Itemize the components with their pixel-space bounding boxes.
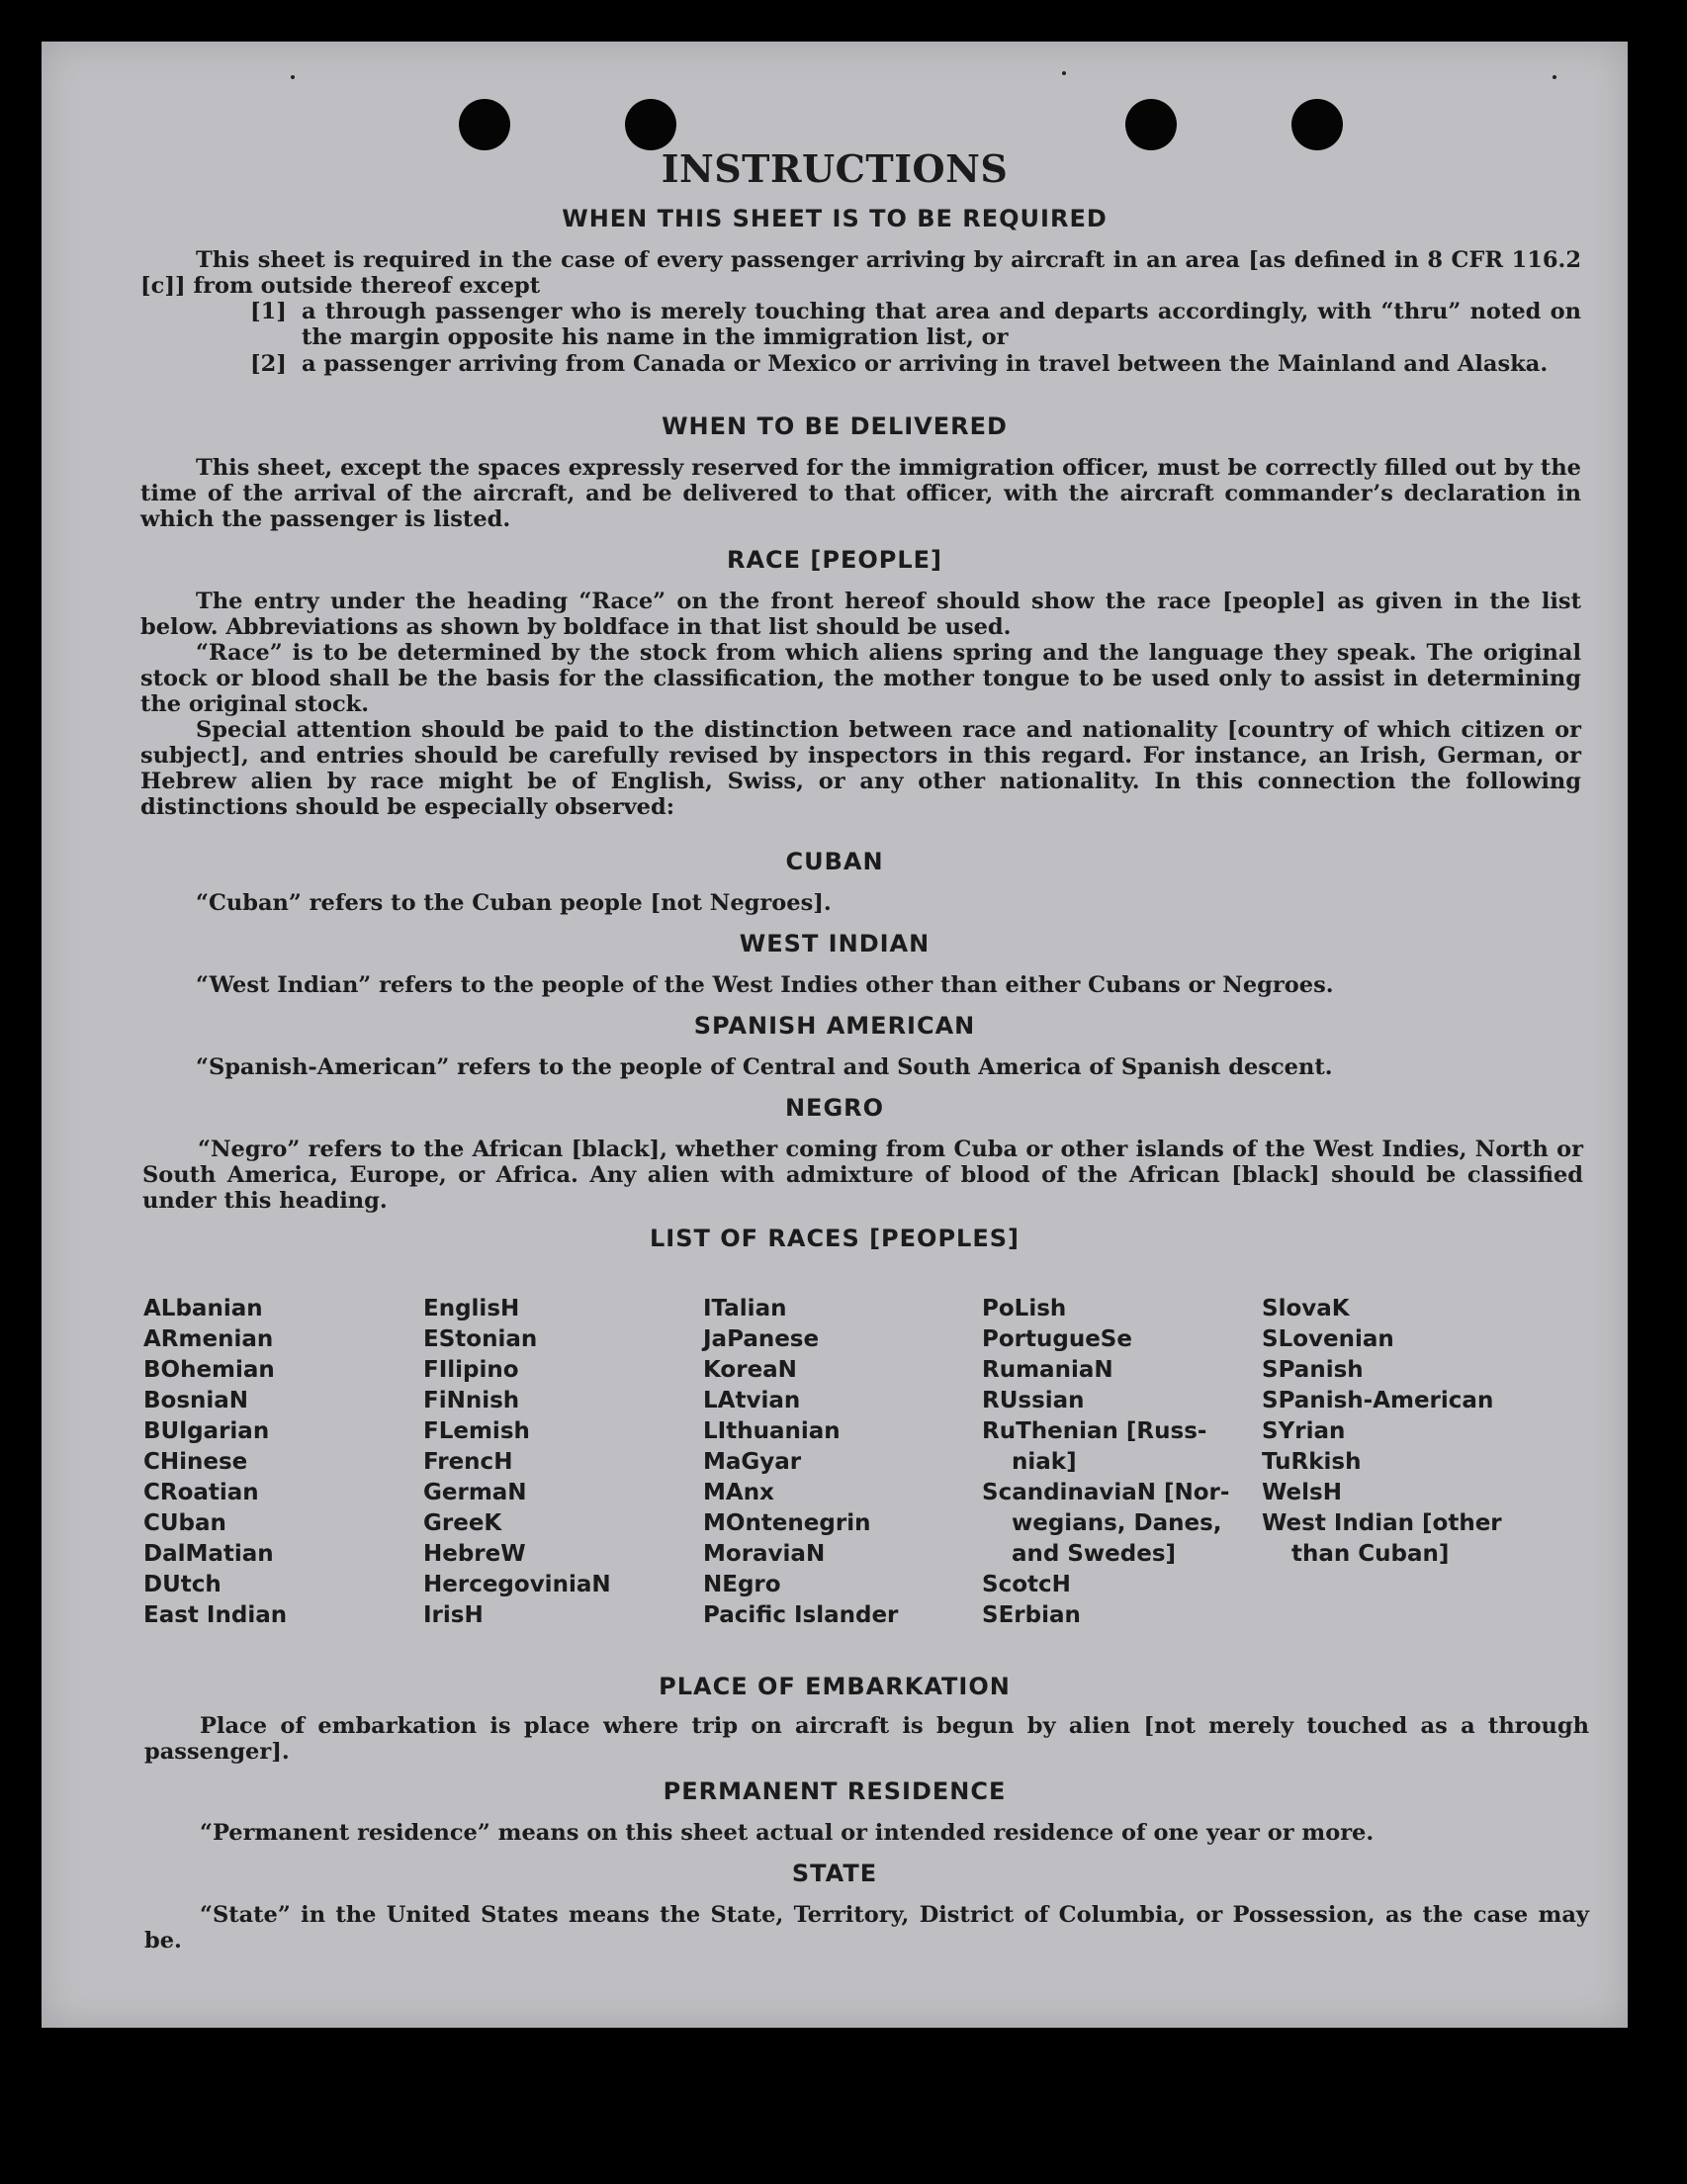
race-entry-continued: niak] — [1012, 1449, 1077, 1475]
race-entry: CRoatian — [143, 1480, 259, 1505]
residence-text: “Permanent residence” means on this sheet actual or intended residence of one year or more. — [200, 1820, 1375, 1846]
race-entry: SPanish — [1262, 1357, 1364, 1383]
race-entry: CHinese — [143, 1449, 248, 1475]
race-entry-continued: wegians, Danes, — [1012, 1510, 1222, 1536]
race-entry: West Indian [other — [1262, 1510, 1502, 1536]
races-list — [143, 1294, 1548, 1670]
race-entry: GermaN — [423, 1480, 527, 1505]
item-number: [2] — [250, 351, 287, 377]
race-entry: MoraviaN — [703, 1541, 826, 1567]
delivered-text: This sheet, except the spaces expressly reserved for the immigration officer, must be correctly filled out by the time of the arrival of the aircraft, and be delivered to that officer, with the aircraft commander’s declaration in which the passenger is listed. — [140, 455, 1581, 532]
race-entry: MaGyar — [703, 1449, 802, 1475]
spanish-american-paragraph — [140, 1054, 1581, 1080]
state-text: “State” in the United States means the State, Territory, District of Columbia, or Possession, as the case may be. — [144, 1902, 1589, 1954]
required-intro-text: This sheet is required in the case of every passenger arriving by aircraft in an area [as defined in 8 CFR 116.2 [c]] from outside thereof except — [140, 247, 1581, 299]
west-indian-text: “West Indian” refers to the people of the West Indies other than either Cubans or Negroes. — [196, 972, 1334, 998]
heading-race: RACE [PEOPLE] — [726, 546, 943, 574]
races-column-3 — [703, 1294, 898, 1631]
heading-embarkation: PLACE OF EMBARKATION — [659, 1673, 1011, 1700]
race-entry: EStonian — [423, 1326, 538, 1352]
race-paragraphs — [140, 589, 1581, 820]
races-column-2 — [423, 1294, 611, 1631]
race-entry: RumaniaN — [982, 1357, 1113, 1383]
race-p2: “Race” is to be determined by the stock from which aliens spring and the language they speak. The original stock or blood shall be the basis for the classification, the mother tongue to be used only to assist in determining the original stock. — [140, 640, 1581, 717]
residence-paragraph — [144, 1820, 1589, 1846]
race-p1: The entry under the heading “Race” on the front hereof should show the race [people] as given in the list below. Abbreviations as shown by boldface in that list should be used. — [140, 589, 1581, 640]
heading-west-indian: WEST INDIAN — [739, 930, 931, 957]
race-entry: ScotcH — [982, 1572, 1071, 1597]
race-entry: FIlipino — [423, 1357, 519, 1383]
cuban-text: “Cuban” refers to the Cuban people [not Negroes]. — [196, 890, 832, 916]
race-entry: TuRkish — [1262, 1449, 1362, 1475]
race-entry: JaPanese — [703, 1326, 820, 1352]
race-entry: MAnx — [703, 1480, 774, 1505]
race-entry: MOntenegrin — [703, 1510, 871, 1536]
negro-text: “Negro” refers to the African [black], whether coming from Cuba or other islands of the West Indies, North or South America, Europe, or Africa. Any alien with admixture of blood of the African [black] should be classified under this heading. — [142, 1137, 1583, 1214]
race-entry: East Indian — [143, 1602, 288, 1628]
race-entry: ITalian — [703, 1296, 787, 1321]
race-entry: LIthuanian — [703, 1418, 841, 1444]
embarkation-text: Place of embarkation is place where trip on aircraft is begun by alien [not merely touched as a through passenger]. — [144, 1713, 1589, 1765]
race-entry: SErbian — [982, 1602, 1081, 1628]
race-entry: CUban — [143, 1510, 226, 1536]
heading-list-of-races: LIST OF RACES [PEOPLES] — [650, 1225, 1020, 1252]
negro-paragraph — [142, 1137, 1583, 1214]
race-entry: EnglisH — [423, 1296, 520, 1321]
race-entry: ALbanian — [143, 1296, 263, 1321]
item-text: a passenger arriving from Canada or Mexico or arriving in travel between the Mainland and Alaska. — [302, 351, 1549, 377]
heading-spanish-american: SPANISH AMERICAN — [693, 1012, 976, 1040]
heading-residence: PERMANENT RESIDENCE — [663, 1777, 1007, 1805]
spanish-american-text: “Spanish-American” refers to the people of Central and South America of Spanish descent. — [196, 1054, 1333, 1080]
race-entry: WelsH — [1262, 1480, 1342, 1505]
race-entry: SPanish-American — [1262, 1388, 1494, 1413]
race-entry: PoLish — [982, 1296, 1067, 1321]
race-entry: DUtch — [143, 1572, 222, 1597]
document-sheet — [42, 42, 1628, 2028]
race-entry: IrisH — [423, 1602, 484, 1628]
heading-delivered: WHEN TO BE DELIVERED — [662, 412, 1008, 440]
race-entry: KoreaN — [703, 1357, 797, 1383]
race-entry-continued: and Swedes] — [1012, 1541, 1177, 1567]
race-entry: ScandinaviaN [Nor- — [982, 1480, 1230, 1505]
races-column-4 — [982, 1294, 1229, 1631]
race-entry: SYrian — [1262, 1418, 1346, 1444]
race-entry: HebreW — [423, 1541, 526, 1567]
race-entry: SlovaK — [1262, 1296, 1350, 1321]
heading-cuban: CUBAN — [785, 848, 884, 875]
heading-negro: NEGRO — [784, 1094, 885, 1122]
races-column-5 — [1262, 1294, 1502, 1570]
page-title: INSTRUCTIONS — [661, 146, 1009, 191]
race-entry: BosniaN — [143, 1388, 249, 1413]
race-entry: BUlgarian — [143, 1418, 270, 1444]
west-indian-paragraph — [140, 972, 1581, 998]
race-p3: Special attention should be paid to the distinction between race and nationality [country of which citizen or subject], and entries should be carefully revised by inspectors in this regard. For instance, an Irish, German, or Hebrew alien by race might be of English, Swiss, or any other nationality. In this connection the following distinctions should be especially observed: — [140, 717, 1581, 820]
embarkation-paragraph — [144, 1713, 1589, 1765]
race-entry: FrencH — [423, 1449, 513, 1475]
item-number: [1] — [250, 299, 287, 324]
cuban-paragraph — [140, 890, 1581, 916]
race-entry: PortugueSe — [982, 1326, 1132, 1352]
race-entry: FLemish — [423, 1418, 530, 1444]
race-entry: LAtvian — [703, 1388, 801, 1413]
state-paragraph — [144, 1902, 1589, 1954]
race-entry: GreeK — [423, 1510, 502, 1536]
race-entry: SLovenian — [1262, 1326, 1394, 1352]
delivered-paragraph — [140, 455, 1581, 532]
race-entry: FiNnish — [423, 1388, 520, 1413]
race-entry: DalMatian — [143, 1541, 274, 1567]
race-entry: NEgro — [703, 1572, 781, 1597]
item-text: a through passenger who is merely touching that area and departs accordingly, with “thru” noted on the margin opposite his name in the immigration list, or — [302, 299, 1581, 350]
race-entry-continued: RuThenian [Russ- — [982, 1418, 1207, 1444]
race-entry: RUssian — [982, 1388, 1085, 1413]
heading-required: WHEN THIS SHEET IS TO BE REQUIRED — [562, 205, 1108, 232]
race-entry: BOhemian — [143, 1357, 275, 1383]
races-column-1 — [143, 1294, 287, 1631]
race-entry-continued: than Cuban] — [1291, 1541, 1450, 1567]
required-intro — [140, 247, 1581, 299]
race-entry: HercegoviniaN — [423, 1572, 611, 1597]
heading-state: STATE — [791, 1860, 878, 1887]
race-entry: ARmenian — [143, 1326, 274, 1352]
race-entry: Pacific Islander — [703, 1602, 899, 1628]
